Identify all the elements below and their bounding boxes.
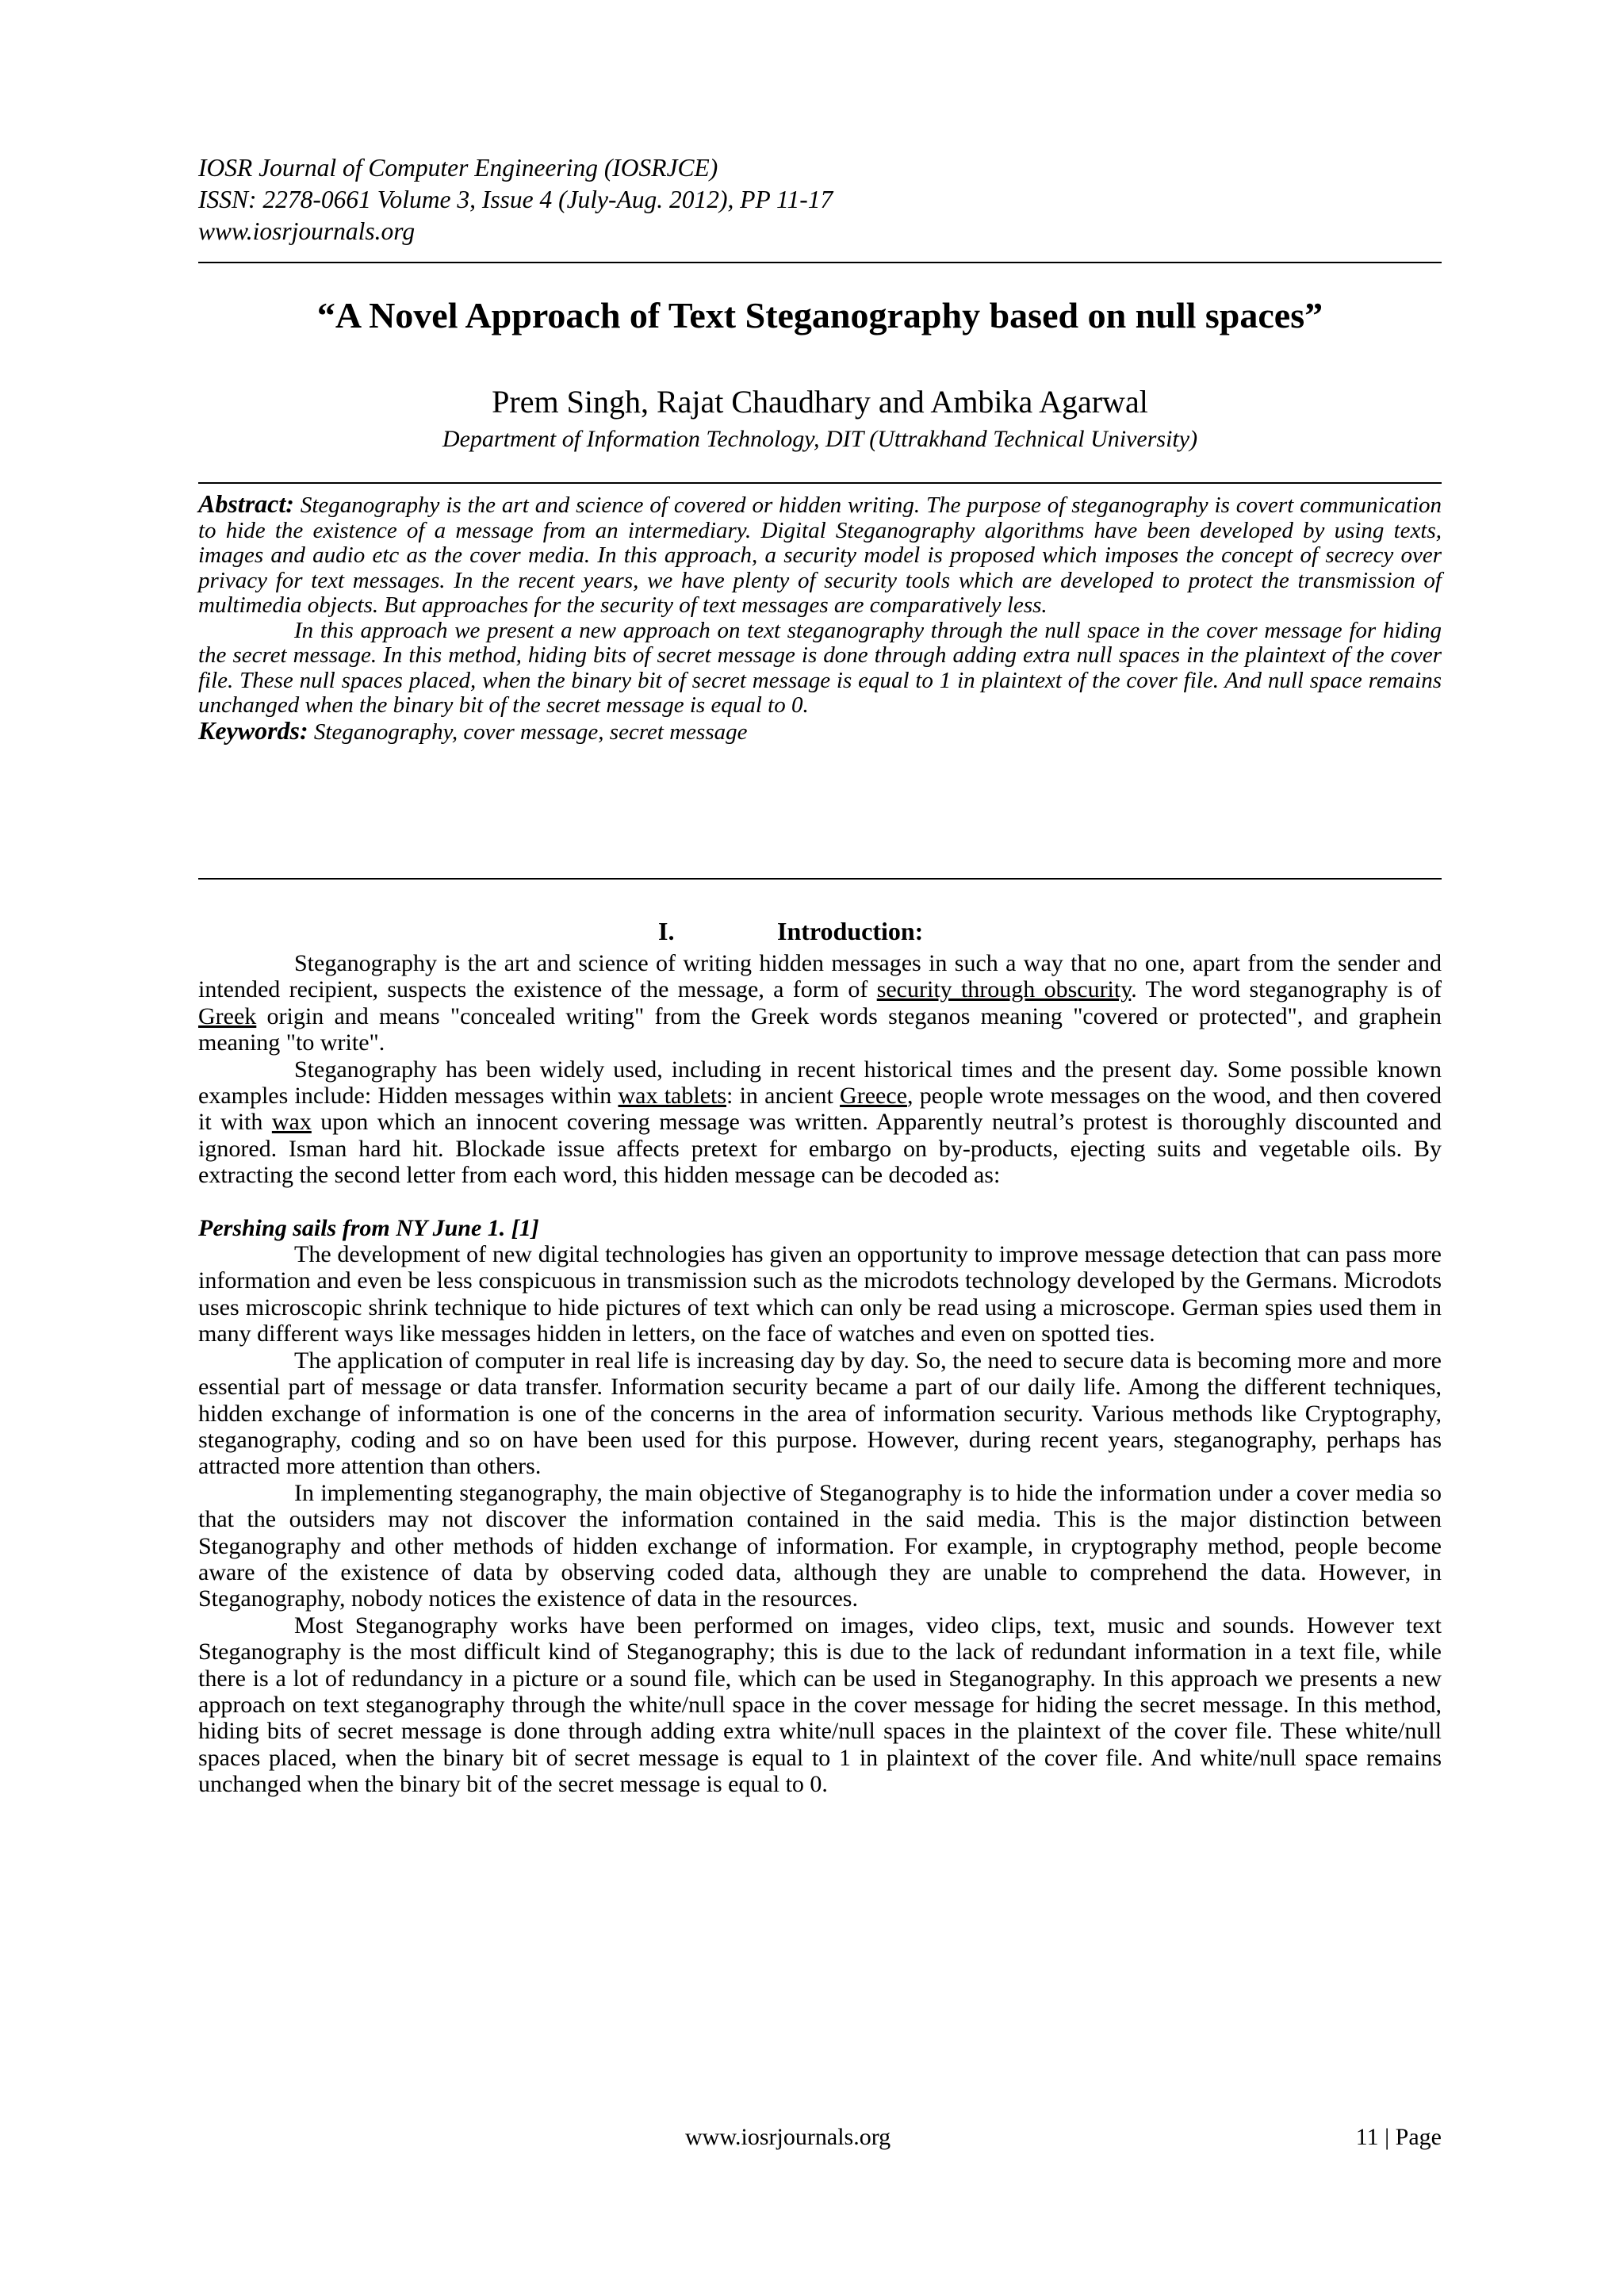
body-paragraph-5: In implementing steganography, the main objective of Steganography is to hide the information under a cover media so that the outsiders may not discover the information contained in the said media. This is the major distinction between Steganography and other methods of hidden exchange of information. For example, in cryptography method, people become aware of the existence of data by observing coded data, although they are unable to comprehend the data. However, in Steganography, nobody notices the existence of data in the resources. (198, 1479, 1442, 1612)
link-wax[interactable]: wax (271, 1109, 312, 1136)
body-paragraph-3: The development of new digital technologies has given an opportunity to improve message detection that can pass more information and even be less conspicuous in transmission such as the microdots technology developed by the Germans. Microdots uses microscopic shrink technique to hide pictures of text which can only be read using a microscope. German spies used them in many different ways like messages hidden in letters, on the face of watches and even on spotted ties. (198, 1241, 1442, 1347)
paper-authors: Prem Singh, Rajat Chaudhary and Ambika Agarwal (492, 384, 1148, 420)
paper-affiliation: Department of Information Technology, DIT (Uttrakhand Technical University) (442, 426, 1198, 452)
link-greece[interactable]: Greece (840, 1083, 907, 1110)
link-greek[interactable]: Greek (198, 1002, 257, 1029)
section-title: Introduction: (777, 917, 924, 945)
keywords-line (198, 715, 1442, 746)
decoded-message: Pershing sails from NY June 1. [1] (198, 1214, 539, 1241)
journal-website: www.iosrjournals.org (198, 217, 416, 245)
journal-issn: ISSN: 2278-0661 Volume 3, Issue 4 (July-Aug. 2012), PP 11-17 (198, 186, 833, 213)
footer-page-number: 11 | Page (1355, 2124, 1442, 2150)
link-security-through-obscurity[interactable]: security through obscurity (876, 976, 1132, 1003)
section-number: I. (658, 917, 675, 945)
abstract-label: Abstract: (198, 489, 294, 518)
header-divider (198, 262, 1442, 263)
abstract-block (198, 489, 1442, 745)
keywords-label: Keywords: (198, 715, 308, 745)
abstract-paragraph-2: In this approach we present a new approach on text steganography through the null space in the cover message for hiding the secret message. In this method, hiding bits of secret message is done through adding extra null spaces in the plaintext of the cover file. These null spaces placed, when the binary bit of secret message is equal to 1 in plaintext of the cover file. And null space remains unchanged when the binary bit of the secret message is equal to 0. (198, 617, 1442, 718)
abstract-paragraph-1 (198, 489, 1442, 619)
journal-name: IOSR Journal of Computer Engineering (IOSRJCE) (198, 154, 718, 182)
link-wax-tablets[interactable]: wax tablets (618, 1083, 727, 1110)
body-text-run: origin and means "concealed writing" from the Greek words steganos meaning "covered or protected", and graphein meaning "to write". (198, 1002, 1442, 1056)
body-text-run: . The word steganography is of (1131, 976, 1442, 1003)
paragraph-gap (198, 1189, 1442, 1215)
body-paragraph-2 (198, 1056, 1442, 1189)
paper-title: “A Novel Approach of Text Steganography based on null spaces” (316, 295, 1323, 335)
body-text-run: , people wrote messages on the wood, and then covered it with (198, 1083, 1442, 1136)
abstract-text-1: Steganography is the art and science of covered or hidden writing. The purpose of steganography is covert communication to hide the existence of a message from an intermediary. Digital Steganography algorithms have been developed by using texts, images and audio etc as the cover media. In this approach, a security model is proposed which imposes the concept of secrecy over privacy for text messages. In the recent years, we have plenty of security tools which are developed to protect the transmission of multimedia objects. But approaches for the security of text messages are comparatively less. (198, 493, 1442, 618)
body-paragraph-6: Most Steganography works have been performed on images, video clips, text, music and sounds. However text Steganography is the most difficult kind of Steganography; this is due to the lack of redundant information in a text file, while there is a lot of redundancy in a picture or a sound file, which can be used in Steganography. In this approach we presents a new approach on text steganography through the white/null space in the cover message for hiding the secret message. In this method, hiding bits of secret message is done through adding extra white/null spaces in the plaintext of the cover file. These white/null spaces placed, when the binary bit of secret message is equal to 1 in plaintext of the cover file. And white/null space remains unchanged when the binary bit of the secret message is equal to 0. (198, 1612, 1442, 1798)
body-text-run: upon which an innocent covering message was written. Apparently neutral’s protest is thoroughly discounted and ignored. Isman hard hit. Blockade issue affects pretext for embargo on by-products, ejecting suits and vegetable oils. By extracting the second letter from each word, this hidden message can be decoded as: (198, 1109, 1442, 1189)
body-paragraph-1 (198, 950, 1442, 1056)
body-paragraph-4: The application of computer in real life is increasing day by day. So, the need to secure data is becoming more and more essential part of message or data transfer. Information security became a part of our daily life. Among the different techniques, hidden exchange of information is one of the concerns in the area of information security. Various methods like Cryptography, steganography, coding and so on have been used for this purpose. However, during recent years, steganography, perhaps has attracted more attention than others. (198, 1347, 1442, 1480)
keywords-text: Steganography, cover message, secret message (313, 719, 748, 745)
body-text-run: : in ancient (726, 1083, 841, 1110)
body-text-run: Steganography has been widely used, including in recent historical times and the present day. Some possible known examples include: Hidden messages within (198, 1056, 1442, 1110)
abstract-top-divider (198, 482, 1442, 484)
abstract-bottom-divider (198, 878, 1442, 880)
journal-header (198, 152, 1442, 247)
footer-website: www.iosrjournals.org (685, 2124, 891, 2150)
body-text-run: Steganography is the art and science of writing hidden messages in such a way that no one, apart from the sender and intended recipient, suspects the existence of the message, a form of (198, 950, 1442, 1003)
body-text (198, 950, 1442, 1798)
